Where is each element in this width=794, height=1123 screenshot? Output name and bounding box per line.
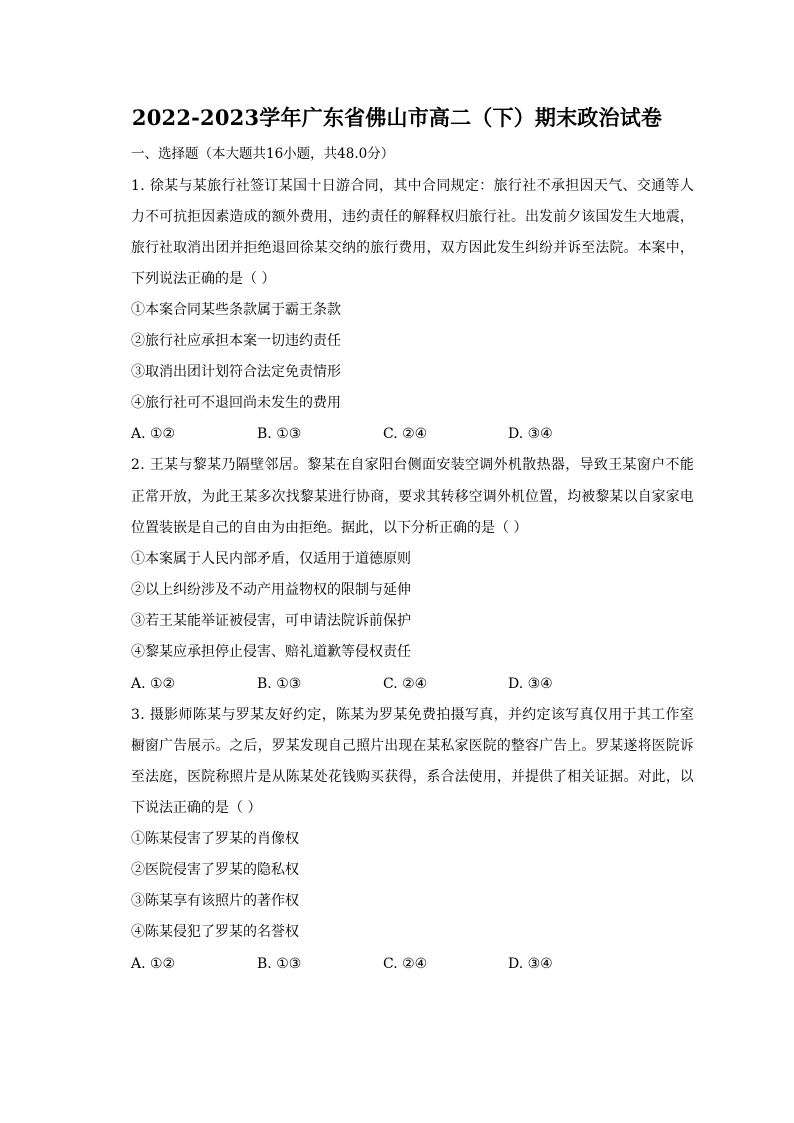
section-heading: 一、选择题（本大题共16小题，共48.0分）: [131, 146, 395, 162]
option-b: B. ①③: [257, 956, 302, 972]
option-a: A. ①②: [131, 956, 176, 972]
statement-item: ①本案属于人民内部矛盾，仅适用于道德原则: [131, 551, 411, 567]
question-stem-line: 下说法正确的是（ ）: [131, 800, 262, 816]
answer-options: [131, 424, 651, 444]
page-title: 2022-2023学年广东省佛山市高二（下）期末政治试卷: [131, 105, 663, 130]
question-stem-line: 位置装嵌是自己的自由为由拒绝。据此，以下分析正确的是（ ）: [131, 520, 528, 536]
option-c: C. ②④: [383, 426, 428, 442]
answer-options: [131, 954, 651, 974]
statement-item: ②旅行社应承担本案一切违约责任: [131, 333, 341, 349]
option-b: B. ①③: [257, 676, 302, 692]
option-c: C. ②④: [383, 956, 428, 972]
question-stem-line: 正常开放，为此王某多次找黎某进行协商，要求其转移空调外机位置，均被黎某以自家家电: [131, 489, 694, 505]
option-d: D. ③④: [508, 956, 553, 972]
statement-item: ②医院侵害了罗某的隐私权: [131, 862, 299, 878]
statement-item: ①陈某侵害了罗某的肖像权: [131, 831, 299, 847]
option-d: D. ③④: [508, 676, 553, 692]
statement-item: ①本案合同某些条款属于霸王条款: [131, 302, 341, 318]
statement-item: ③取消出团计划符合法定免责情形: [131, 364, 341, 380]
question-stem-line: 3. 摄影师陈某与罗某友好约定，陈某为罗某免费拍摄写真，并约定该写真仅用于其工作室: [131, 707, 695, 723]
statement-item: ④陈某侵犯了罗某的名誉权: [131, 924, 299, 940]
option-a: A. ①②: [131, 676, 176, 692]
question-stem-line: 旅行社取消出团并拒绝退回徐某交纳的旅行费用，双方因此发生纠纷并诉至法院。本案中，: [131, 240, 694, 256]
statement-item: ②以上纠纷涉及不动产用益物权的限制与延伸: [131, 582, 411, 598]
statement-item: ③若王某能举证被侵害，可申请法院诉前保护: [131, 613, 411, 629]
option-a: A. ①②: [131, 426, 176, 442]
option-c: C. ②④: [383, 676, 428, 692]
question-stem-line: 橱窗广告展示。之后，罗某发现自己照片出现在某私家医院的整容广告上。罗某遂将医院诉: [131, 738, 694, 754]
question-stem-line: 1. 徐某与某旅行社签订某国十日游合同，其中合同规定：旅行社不承担因天气、交通等人: [131, 178, 695, 194]
statement-item: ④黎某应承担停止侵害、赔礼道歉等侵权责任: [131, 644, 411, 660]
question-stem-line: 下列说法正确的是（ ）: [131, 271, 276, 287]
option-d: D. ③④: [508, 426, 553, 442]
answer-options: [131, 674, 651, 694]
question-stem-line: 2. 王某与黎某乃隔壁邻居。黎某在自家阳台侧面安装空调外机散热器，导致王某窗户不能: [131, 457, 695, 473]
question-stem-line: 力不可抗拒因素造成的额外费用，违约责任的解释权归旅行社。出发前夕该国发生大地震，: [131, 209, 694, 225]
question-stem-line: 至法庭，医院称照片是从陈某处花钱购买获得，系合法使用，并提供了相关证据。对此，以: [131, 769, 694, 785]
statement-item: ③陈某享有该照片的著作权: [131, 893, 299, 909]
option-b: B. ①③: [257, 426, 302, 442]
statement-item: ④旅行社可不退回尚未发生的费用: [131, 395, 341, 411]
